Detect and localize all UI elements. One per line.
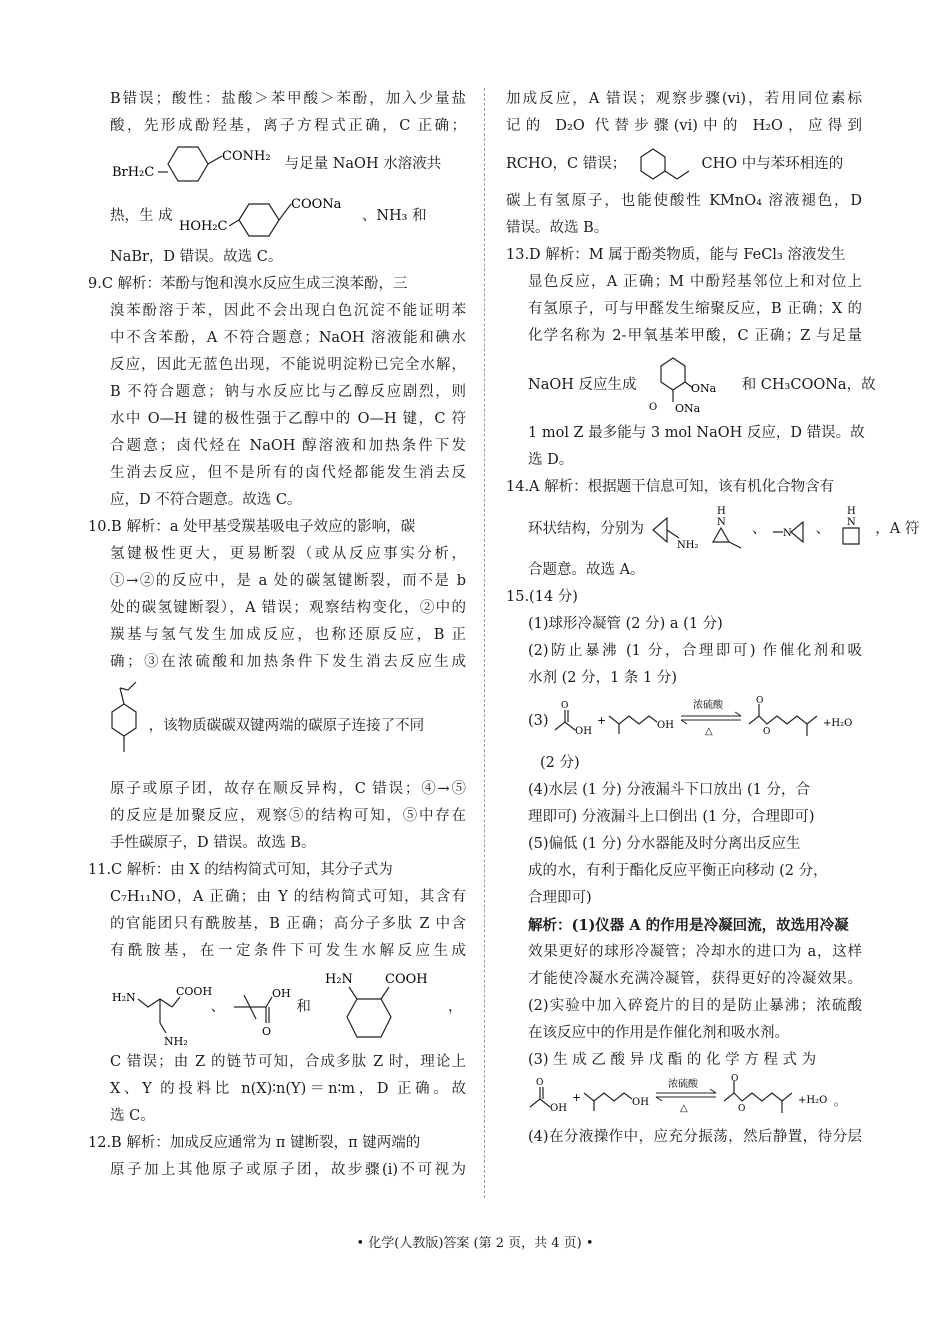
text-line: 有氢原子，可与甲醛发生缩聚反应，B 正确；X 的 [528, 301, 862, 317]
formula-label: +H₂O [823, 718, 853, 729]
text-line: (2 分) [540, 755, 580, 771]
text-line: 羰基与氢气发生加成反应，也称还原反应，B 正 [110, 627, 466, 643]
text-line: 才能使冷凝水充满冷凝管，获得更好的冷凝效果。 [528, 971, 862, 987]
formula-label: + [572, 1091, 582, 1104]
text-line: 选 C。 [110, 1108, 155, 1124]
text-line: 效果更好的球形冷凝管；冷却水的进口为 a，这样 [528, 944, 862, 960]
text-line: (1)球形冷凝管 (2 分) a (1 分) [528, 616, 723, 632]
formula-label: COOH [176, 985, 213, 998]
text-line: (5)偏低 (1 分) 分水器能及时分离出反应生 [528, 836, 801, 852]
formula-label: O [649, 402, 658, 413]
formula-label: NH₂ [164, 1035, 188, 1048]
text-line: 有酰胺基，在一定条件下可发生水解反应生成 [110, 943, 466, 959]
formula-label: CONH₂ [222, 149, 271, 164]
text-line: 酸，先形成酚羟基，离子方程式正确，C 正确； [110, 118, 466, 134]
text-line: C 错误；由 Z 的链节可知，合成多肽 Z 时，理论上 [110, 1054, 466, 1070]
esterification-equation-2 [528, 1075, 846, 1123]
text-line: (4)水层 (1 分) 分液漏斗下口放出 (1 分，合 [528, 782, 811, 798]
text-line: B 不符合题意；钠与水反应比与乙醇反应剧烈，则 [110, 384, 466, 400]
formula-label: 。 [834, 1094, 847, 1108]
formula-label: N [846, 517, 856, 528]
text-line-structure [506, 140, 862, 188]
formula-label: N [717, 517, 726, 528]
text-line: (2)防止暴沸 (1 分，合理即可) 作催化剂和吸 [528, 643, 862, 659]
text-line: 生消去反应，但不是所有的卤代烃都能发生消去反 [110, 465, 466, 481]
text-span: (3) [528, 713, 549, 729]
text-line: X、Y 的投料比 n(X)∶n(Y)＝n∶m，D 正确。故 [110, 1081, 466, 1097]
formula-label: COOH [385, 972, 429, 987]
text-line: 12.B 解析：加成反应通常为 π 键断裂，π 键两端的 [88, 1135, 421, 1151]
formula-label: H [717, 506, 726, 517]
sodium-phenoxide-benzoate-structure [641, 352, 737, 418]
formula-label: N [782, 528, 792, 539]
text-line: 11.C 解析：由 X 的结构简式可知，其分子式为 [88, 862, 393, 878]
text-line: 错误。故选 B。 [506, 220, 609, 236]
text-line: 碳上有氢原子，也能使酸性 KMnO₄ 溶液褪色，D [506, 193, 862, 209]
formula-label: OH [632, 1097, 649, 1108]
text-span: 、 [815, 521, 831, 537]
formula-label: + [597, 714, 607, 727]
text-line: 成的水，有利于酯化反应平衡正向移动 (2 分， [528, 863, 828, 879]
formula-label: HOH₂C [179, 219, 228, 234]
text-line: 理即可) 分液漏斗上口倒出 (1 分，合理即可) [528, 809, 815, 825]
formula-label: 浓硫酸 [693, 700, 724, 711]
formula-label: BrH₂C [112, 165, 155, 180]
text-line: 1 mol Z 最多能与 3 mol NaOH 反应，D 错误。故 [528, 425, 865, 441]
text-line: 加成反应，A 错误；观察步骤(vi)，若用同位素标 [506, 91, 862, 107]
text-line: 合题意。故选 A。 [528, 562, 645, 578]
hydroxymethyl-benzoate-structure [177, 190, 357, 242]
methylaziridine-structure [707, 504, 747, 554]
formula-label: O [756, 696, 764, 706]
text-span: 、 [751, 521, 767, 537]
text-line: 反应，因此无蓝色出现，不能说明淀粉已完全水解， [110, 357, 466, 373]
text-line-structure [88, 965, 466, 1049]
text-line-equation [506, 1074, 862, 1124]
text-line: 解析：(1)仪器 A 的作用是冷凝回流，故选用冷凝 [528, 917, 849, 934]
text-span: ，A 符 [875, 521, 920, 537]
text-span: 、NH₃ 和 [361, 208, 427, 224]
formula-label: △ [705, 726, 713, 737]
formula-label: H [846, 506, 856, 517]
formula-label: H₂N [325, 972, 354, 987]
right-column [506, 86, 920, 1151]
text-span: NaOH 反应生成 [528, 377, 637, 393]
text-span: 和 CH₃COONa，故 [741, 377, 876, 393]
text-line-structure [88, 188, 466, 244]
formula-label: ONa [691, 382, 717, 395]
formula-label: NH₂ [676, 540, 699, 551]
formula-label: COONa [291, 197, 342, 212]
text-line: 15.(14 分) [506, 589, 578, 605]
text-line: 应，D 不符合题意。故选 C。 [110, 492, 302, 508]
text-line: 记的 D₂O 代替步骤(vi)中的 H₂O，应得到 [506, 118, 862, 134]
formula-label: O [536, 1078, 544, 1088]
formula-label: O [561, 701, 569, 711]
text-line: 的官能团只有酰胺基，B 正确；高分子多肽 Z 中含 [110, 916, 466, 932]
text-line-structure [88, 676, 466, 776]
formula-label: O [763, 727, 771, 737]
text-line: 合题意；卤代烃在 NaOH 醇溶液和加热条件下发 [110, 438, 466, 454]
text-line-structure [88, 140, 466, 188]
text-line: 确；③在浓硫酸和加热条件下发生消去反应生成 [110, 654, 466, 670]
text-line: 原子加上其他原子或原子团，故步骤(i)不可视为 [110, 1162, 466, 1178]
methyl-aziridine-n-structure [771, 504, 811, 554]
text-line: 在该反应中的作用是作催化剂和吸水剂。 [528, 1025, 789, 1041]
formula-label: OH [657, 720, 675, 731]
text-line: 的反应是加聚反应，观察⑤的结构可知，⑤中存在 [110, 808, 466, 824]
text-line: 处的碳氢键断裂），A 错误；观察结构变化，②中的 [110, 600, 466, 616]
cyclopropylamine-structure [649, 504, 703, 554]
text-span: 热，生 成 [110, 208, 173, 224]
text-line: B错误；酸性：盐酸＞苯甲酸＞苯酚，加入少量盐 [110, 91, 466, 107]
formula-label: O [738, 1104, 746, 1114]
text-line-structure [506, 350, 876, 420]
phenylacetaldehyde-structure [631, 141, 697, 187]
formula-label: △ [680, 1103, 688, 1114]
formula-label: OH [575, 726, 593, 737]
text-line: 原子或原子团，故存在顺反异构，C 错误；④→⑤ [110, 781, 466, 797]
azetidine-structure [835, 504, 871, 554]
text-span: 与足量 NaOH 水溶液共 [284, 156, 442, 172]
text-line: 9.C 解析：苯酚与饱和溴水反应生成三溴苯酚，三 [88, 276, 408, 292]
text-line: 合理即可) [528, 890, 592, 906]
formula-label: ONa [675, 402, 701, 415]
text-span: ，该物质碳碳双键两端的碳原子连接了不同 [148, 718, 425, 734]
text-span: 、 [210, 999, 226, 1015]
text-span: CHO 中与苯环相连的 [701, 156, 844, 172]
text-line: (3) 生 成 乙 酸 异 戊 酯 的 化 学 方 程 式 为 [528, 1052, 817, 1068]
left-column [88, 86, 466, 1184]
column-divider [484, 88, 485, 1198]
text-line: 10.B 解析：a 处甲基受羰基吸电子效应的影响，碳 [88, 519, 416, 535]
page-footer: • 化学(人教版)答案 (第 2 页，共 4 页) • [356, 1236, 594, 1251]
text-span: ， [448, 999, 463, 1015]
formula-label: O [731, 1074, 739, 1084]
text-line: 手性碳原子，D 错误。故选 B。 [110, 835, 316, 851]
diamino-acid-structure [110, 967, 213, 1048]
text-line: 水中 O—H 键的极性强于乙醇中的 O—H 键，C 符 [110, 411, 466, 427]
text-line: (4)在分液操作中，应充分振荡，然后静置，待分层 [528, 1129, 862, 1145]
text-line: NaBr，D 错误。故选 C。 [110, 249, 283, 265]
text-line: 显色反应，A 正确；M 中酚羟基邻位上和对位上 [528, 274, 862, 290]
text-line: 13.D 解析：M 属于酚类物质，能与 FeCl₃ 溶液发生 [506, 247, 846, 263]
text-line: 中不含苯酚，A 不符合题意；NaOH 溶液能和碘水 [110, 330, 466, 346]
text-line-equation [506, 692, 862, 750]
formula-label: OH [550, 1103, 567, 1114]
aminocyclohexanecarboxylic-acid-structure [315, 967, 435, 1047]
text-line: 14.A 解析：根据题干信息可知，该有机化合物含有 [506, 479, 835, 495]
text-span: 和 [296, 999, 311, 1015]
text-line-structure [506, 501, 920, 557]
text-span: RCHO，C 错误； [506, 156, 627, 172]
formula-label: O [261, 1025, 271, 1038]
text-line: (2)实验中加入碎瓷片的目的是防止暴沸；浓硫酸 [528, 998, 862, 1014]
pivalic-acid-structure [230, 967, 292, 1047]
formula-label: 浓硫酸 [668, 1079, 698, 1090]
text-line: C₇H₁₁NO，A 正确；由 Y 的结构简式可知，其含有 [110, 889, 466, 905]
esterification-equation [553, 694, 869, 748]
text-line: 水剂 (2 分，1 条 1 分) [528, 670, 678, 686]
formula-label: +H₂O [798, 1095, 828, 1106]
formula-label: OH [271, 987, 291, 1000]
text-line: 化学名称为 2-甲氧基苯甲酸，C 正确；Z 与足量 [528, 328, 862, 344]
bromomethyl-benzamide-structure [110, 140, 280, 188]
text-line: ①→②的反应中，是 a 处的碳氢键断裂，而不是 b [110, 573, 466, 589]
formula-label: H₂N [112, 991, 136, 1004]
text-line: 选 D。 [528, 452, 574, 468]
methylstyrene-structure [110, 678, 144, 774]
text-line: 氢键极性更大，更易断裂（或从反应事实分析， [110, 546, 466, 562]
text-span: 环状结构，分别为 [528, 521, 644, 537]
text-line: 溴苯酚溶于苯，因此不会出现白色沉淀不能证明苯 [110, 303, 466, 319]
